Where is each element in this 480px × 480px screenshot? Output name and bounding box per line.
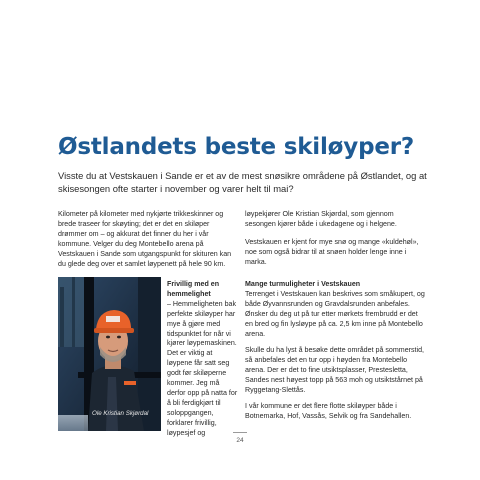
sidebar-box	[167, 280, 239, 439]
page-number: 24	[236, 437, 244, 444]
snow-paragraph: Vestskauen er kjent for mye snø og mange «kuldehøl», noe som også bidrar til at snøen holder lenge inne i marka.	[245, 238, 419, 266]
article-headline: Østlandets beste skiløyper?	[58, 134, 415, 160]
sidebar-heading: Frivillig med en hemmelighet	[167, 280, 220, 298]
other-trails-paragraph: I vår kommune er det flere flotte skiløyper både i Botnemarka, Hof, Vassås, Selvik og fra Sandehallen.	[245, 402, 412, 420]
section-turmuligheter	[245, 280, 425, 339]
footer-divider	[233, 432, 247, 433]
photo-caption: Ole Kristian Skjørdal	[92, 410, 149, 417]
portrait-photo	[58, 277, 161, 431]
intro-paragraph: Kilometer på kilometer med nykjørte trikkeskinner og brede traseer for skøyting; det er det en skiløper drømmer om – og akkurat det finner du her i vår kommune. Velger du deg Montebello arena på Vestskauen i Sande som utgangspunkt for skituren kan du glede deg over et samlet løypenett på hele 90 km.	[58, 210, 232, 268]
section-heading: Mange turmuligheter i Vestskauen	[245, 280, 361, 288]
section-text: Terrenget i Vestskauen kan beskrives som småkupert, og både Øyvannsrunden og Gravdalsrunden anbefales. Ønsker du deg ut på tur etter mørkets frembrudd er det en bred og fin lysløype på ca. 2,5 km inne på Montebello arena.	[245, 289, 425, 338]
snowcat-driver-illustration	[58, 277, 161, 431]
article-lead: Visste du at Vestskauen i Sande er et av de mest snøsikre områdene på Østlandet, og at skisesongen ofte starter i november og varer helt til mai?	[58, 170, 427, 194]
summer-paragraph: Skulle du ha lyst å besøke dette området på sommerstid, så anbefales det en tur opp i høyden fra Montebello arena. Der er det to fine utsiktsplasser, Prestesletta, Sandes nest høyest topp på 563 moh og utsiktstårnet på Ryggetang-Slettås.	[245, 346, 425, 394]
continued-paragraph: løypekjører Ole Kristian Skjørdal, som gjennom sesongen kjører både i ukedagene og i helgene.	[245, 210, 397, 228]
sidebar-text: – Hemmeligheten bak perfekte skiløyper har mye å gjøre med tidspunktet for når vi kjører løypemaskinen. Det er viktig at løypene får satt seg godt før skiløperne kommer. Jeg må derfor opp på natta for å bli ferdigkjørt til soloppgangen, forklarer frivillig, løypesjef og	[167, 299, 238, 437]
